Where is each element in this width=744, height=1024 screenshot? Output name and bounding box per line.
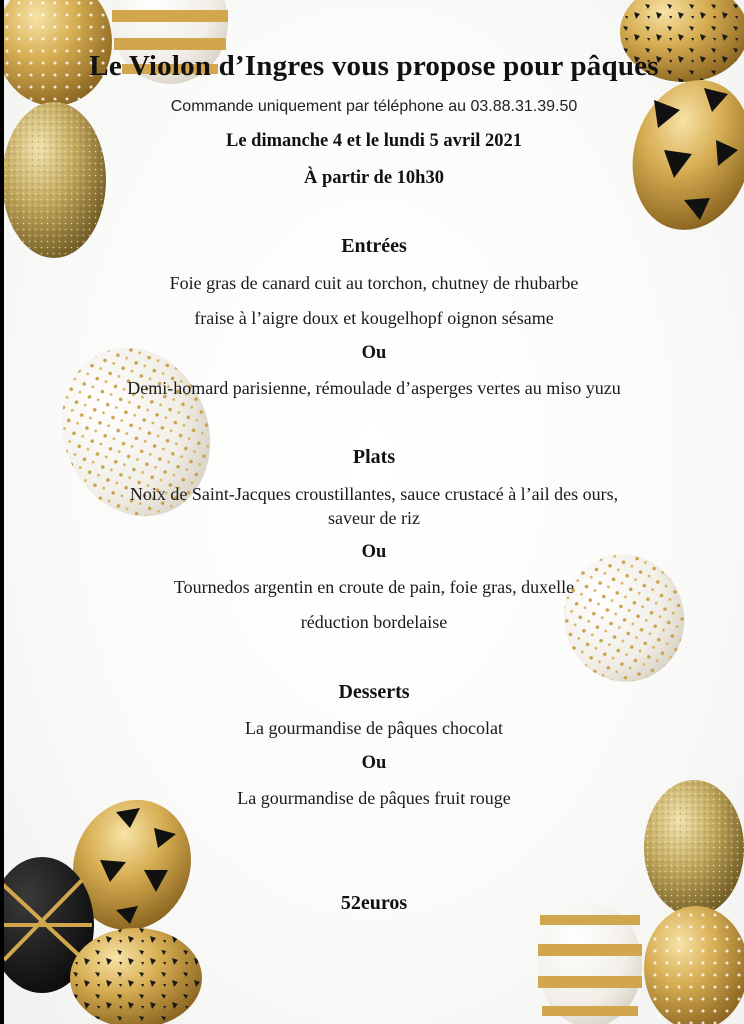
desserts-heading: Desserts: [338, 681, 410, 703]
egg-bottom-speckled-icon: [70, 928, 202, 1024]
plat-option-2-line-2: réduction bordelaise: [300, 612, 448, 632]
plats-separator: Ou: [361, 542, 387, 562]
plat-option-2-line-1: Tournedos argentin en croute de pain, foie gras, duxelle: [173, 577, 575, 597]
menu-price: 52euros: [340, 892, 408, 914]
entree-option-2: Demi-homard parisienne, rémoulade d’asperges vertes au miso yuzu: [127, 378, 621, 398]
dessert-option-2: La gourmandise de pâques fruit rouge: [237, 788, 511, 808]
entree-option-1-line-1: Foie gras de canard cuit au torchon, chutney de rhubarbe: [169, 273, 579, 293]
egg-bottom-striped-icon: [538, 903, 642, 1024]
phone-order-line: Commande uniquement par téléphone au 03.88.31.39.50: [170, 98, 578, 115]
plat-option-1-line-2: saveur de riz: [328, 508, 420, 528]
egg-bottom-right-dotted-icon: [644, 906, 744, 1024]
egg-right-triangles-icon: [616, 67, 744, 244]
entrees-separator: Ou: [361, 343, 387, 363]
dessert-option-1: La gourmandise de pâques chocolat: [245, 718, 503, 738]
entrees-heading: Entrées: [341, 235, 407, 257]
time-line: À partir de 10h30: [304, 168, 444, 188]
dates-line: Le dimanche 4 et le lundi 5 avril 2021: [226, 131, 522, 151]
plats-heading: Plats: [352, 446, 396, 468]
menu-title: Le Violon d’Ingres vous propose pour pâques: [89, 50, 659, 82]
desserts-separator: Ou: [361, 753, 387, 773]
entree-option-1-line-2: fraise à l’aigre doux et kougelhopf oignon sésame: [194, 308, 554, 328]
menu-page: [4, 0, 744, 1024]
plat-option-1-line-1: Noix de Saint-Jacques croustillantes, sauce crustacé à l’ail des ours,: [129, 484, 619, 504]
